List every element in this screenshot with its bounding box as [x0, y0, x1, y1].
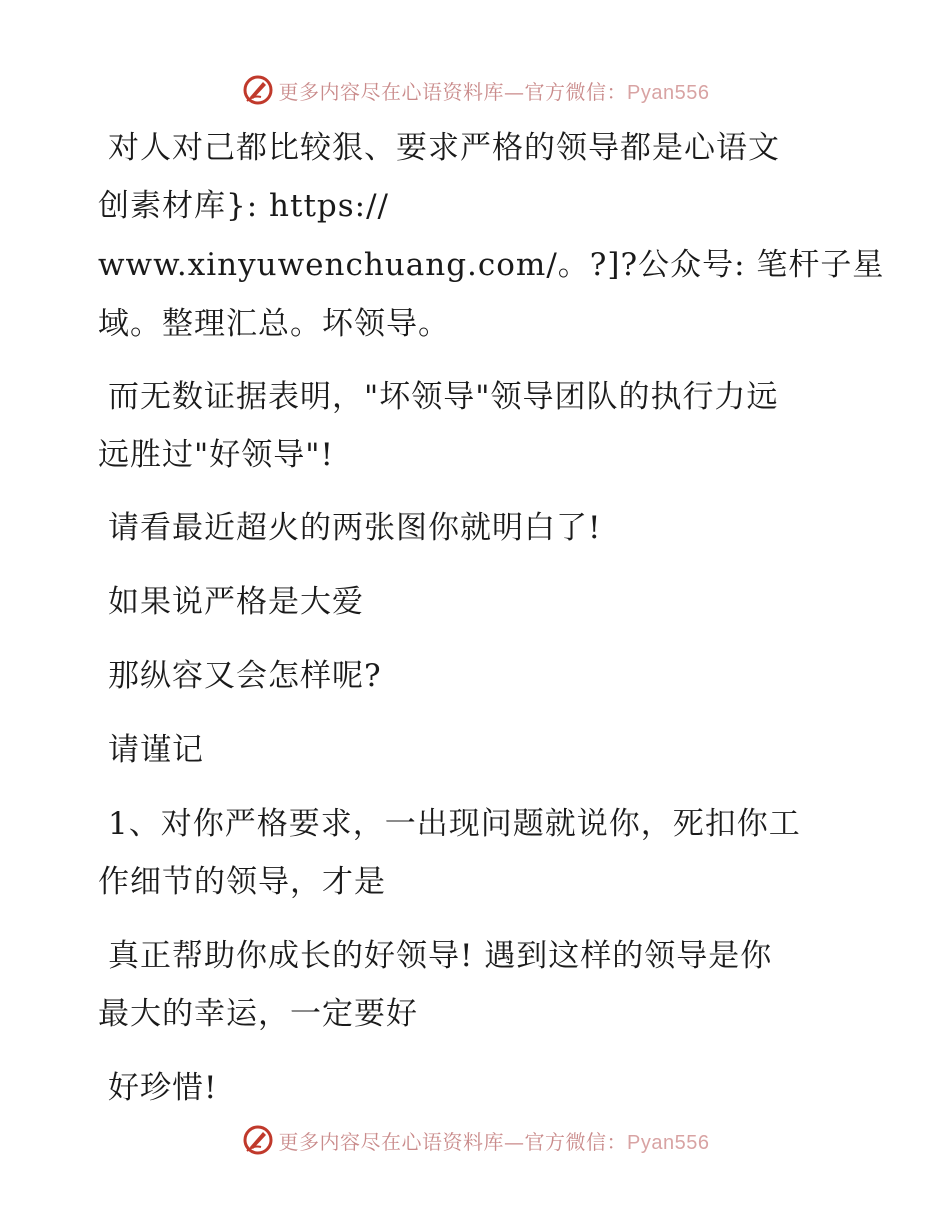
- body-line: 远胜过"好领导"!: [98, 437, 334, 473]
- body-line: 而无数证据表明，"坏领导"领导团队的执行力远: [108, 379, 779, 415]
- header-banner-wechat-id: Pyan556: [627, 81, 710, 104]
- footer-banner-text: [279, 1126, 710, 1155]
- body-line: 域。整理汇总。坏领导。: [98, 306, 450, 342]
- header-banner-text: [279, 76, 710, 105]
- footer-banner-wechat-id: Pyan556: [627, 1131, 710, 1154]
- body-line: 对人对己都比较狠、要求严格的领导都是心语文: [108, 130, 780, 166]
- body-line: 作细节的领导，才是: [98, 864, 386, 900]
- pen-logo-icon: [241, 73, 275, 107]
- body-line: 好珍惜!: [108, 1070, 218, 1106]
- footer-banner: [0, 1120, 950, 1160]
- body-line: www.xinyuwenchuang.com/。?]?公众号: 笔杆子星: [98, 247, 885, 283]
- body-line: 那纵容又会怎样呢?: [108, 658, 382, 694]
- body-line: 创素材库}: https://: [98, 188, 389, 224]
- pen-logo-icon: [241, 1123, 275, 1157]
- body-line: 1、对你严格要求，一出现问题就说你，死扣你工: [108, 806, 801, 842]
- body-line: 最大的幸运，一定要好: [98, 996, 418, 1032]
- body-line: 真正帮助你成长的好领导! 遇到这样的领导是你: [108, 938, 773, 974]
- body-line: 如果说严格是大爱: [108, 584, 364, 620]
- header-banner: [0, 70, 950, 110]
- body-line: 请看最近超火的两张图你就明白了!: [108, 510, 602, 546]
- footer-banner-main: 更多内容尽在心语资料库—官方微信：: [278, 1129, 628, 1154]
- header-banner-main: 更多内容尽在心语资料库—官方微信：: [278, 79, 628, 104]
- body-line: 请谨记: [108, 732, 204, 768]
